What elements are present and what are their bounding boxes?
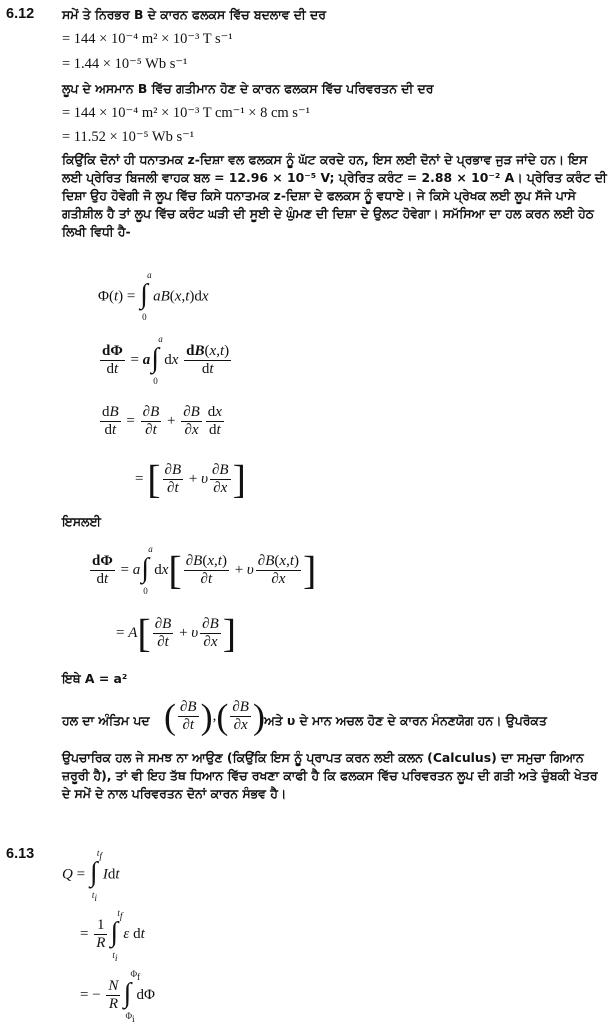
flux-rate-full-equation: $\frac{d\Phi}{dt}$ = a ∫ a 0 dx[ $\frac{\partial B(x,t)}{\partial t}$ + υ $\frac{\partial B(x,t)}{\partial x}$ ] xyxy=(92,543,317,596)
final-term-expression: ( $\frac{\partial B}{\partial t}$ ),( $\frac{\partial B}{\partial x}$ ) xyxy=(164,696,265,737)
final-term-label: ਹਲ ਦਾ ਅੰਤਿਮ ਪਦ xyxy=(62,713,150,728)
flux-derivative-equation: $\frac{d\Phi}{dt}$ = a ∫ a 0 dx $\frac{dB(x,t)}{dt}$ xyxy=(102,333,230,386)
partial-sum-equation: = [ $\frac{\partial B}{\partial t}$ + υ $\frac{\partial B}{\partial x}$ ] xyxy=(135,456,246,502)
charge-flux-equation: = − $\frac{N}{R}$ ∫ $\Phi_f$ $\Phi_i$ dΦ xyxy=(80,968,155,1025)
flux-integral-equation: Φ(t) = ∫ a 0 aB(x,t)dx xyxy=(98,270,209,322)
flux-rate-final-equation: = A[ $\frac{\partial B}{\partial t}$ + υ $\frac{\partial B}{\partial x}$ ] xyxy=(116,610,237,656)
equation-line-4: = 11.52 × 10⁻⁵ Wb s⁻¹ xyxy=(62,129,195,145)
equation-line-3: = 144 × 10⁻⁴ m² × 10⁻³ T cm⁻¹ × 8 cm s⁻¹ xyxy=(62,105,310,121)
therefore-label: ਇਸਲਈ xyxy=(62,514,101,529)
total-derivative-equation: $\frac{dB}{dt}$ = $\frac{\partial B}{\partial t}$ + $\frac{\partial B}{\partial x}$ $\frac{dx}{dt}$ xyxy=(102,404,222,438)
charge-emf-equation: = $\frac{1}{R}$ ∫ $t_f$ $t_i$ ε dt xyxy=(80,907,145,964)
equation-line-1: = 144 × 10⁻⁴ m² × 10⁻³ T s⁻¹ xyxy=(62,31,233,47)
conclusion-paragraph: ਉਪਚਾਰਿਕ ਹਲ ਜੇ ਸਮਝ ਨਾ ਆਉਣ (ਕਿਉਂਕਿ ਇਸ ਨੂੰ ਪ੍ਰਾਪਤ ਕਰਨ ਲਈ ਕਲਨ (Calculus) ਦਾ ਸਮੁਚਾ ਗਿਆਨ ਜ਼ਰੂਰੀ ਹੈ), ਤਾਂ ਵੀ ਇਹ ਤੱਥ ਧਿਆਨ ਵਿੱਚ ਰਖਣਾ ਕਾਫੀ ਹੈ ਕਿ ਫਲਕਸ ਵਿੱਚ ਪਰਿਵਰਤਨ ਲੂਪ ਦੀ ਗਤੀ ਅਤੇ ਚੁੰਬਕੀ ਖੇਤਰ ਦੇ ਸਮੇਂ ਦੇ ਨਾਲ ਪਰਿਵਰਤਨ ਦੋਨਾਂ ਕਾਰਨ ਸੰਭਵ ਹੈ। xyxy=(62,750,598,801)
final-term-explanation: ਅਤੇ υ ਦੇ ਮਾਨ ਅਚਲ ਹੋਣ ਦੇ ਕਾਰਨ ਮੰਨਣਯੋਗ ਹਨ। ਉਪਰੋਕਤ xyxy=(264,713,547,728)
explanation-paragraph: ਕਿਉਂਕਿ ਦੋਨਾਂ ਹੀ ਧਨਾਤਮਕ z-ਦਿਸ਼ਾ ਵਲ ਫਲਕਸ ਨੂੰ ਘੱਟ ਕਰਦੇ ਹਨ, ਇਸ ਲਈ ਦੋਨਾਂ ਦੇ ਪ੍ਰਭਾਵ ਜੁੜ ਜਾਂਦੇ ਹਨ। ਇਸ ਲਈ ਪ੍ਰੇਰਿਤ ਬਿਜਲੀ ਵਾਹਕ ਬਲ = 12.96 × 10⁻⁵ V; ਪ੍ਰੇਰਿਤ ਕਰੰਟ = 2.88 × 10⁻² A। ਪ੍ਰੇਰਿਤ ਕਰੰਟ ਦੀ ਦਿਸ਼ਾ ਉਹ ਹੋਵੇਗੀ ਜੋ ਲੂਪ ਵਿੱਚ ਕਿਸੇ ਧਨਾਤਮਕ z-ਦਿਸ਼ਾ ਦੇ ਫਲਕਸ ਨੂੰ ਵਧਾਏ। ਜੇ ਕਿਸੇ ਪ੍ਰੇਖਕ ਲਈ ਲੂਪ ਸੱਜੇ ਪਾਸੇ ਗਤੀਸ਼ੀਲ ਹੈ ਤਾਂ ਲੂਪ ਵਿੱਚ ਕਰੰਟ ਘੜੀ ਦੀ ਸੂਈ ਦੇ ਘੁੰਮਣ ਦੀ ਦਿਸ਼ਾ ਦੇ ਉਲਟ ਹੋਵੇਗਾ। ਸਮੱਸਿਆ ਦਾ ਹਲ ਕਰਨ ਲਈ ਹੇਠ ਲਿਖੀ ਵਿਧੀ ਹੈ- xyxy=(62,152,607,239)
where-area-definition: ਇਥੇ A = a² xyxy=(62,671,128,686)
question-number-6-13: 6.13 xyxy=(6,846,35,862)
rate-change-heading-1: ਸਮੇਂ ਤੇ ਨਿਰਭਰ B ਦੇ ਕਾਰਨ ਫਲਕਸ ਵਿੱਚ ਬਦਲਾਵ ਦੀ ਦਰ xyxy=(62,7,326,22)
question-number-6-12: 6.12 xyxy=(6,6,35,22)
charge-integral-equation: Q = ∫ $t_f$ $t_i$ Idt xyxy=(62,848,120,904)
rate-change-heading-2: ਲੂਪ ਦੇ ਅਸਮਾਨ B ਵਿੱਚ ਗਤੀਮਾਨ ਹੋਣ ਦੇ ਕਾਰਨ ਫਲਕਸ ਵਿੱਚ ਪਰਿਵਰਤਨ ਦੀ ਦਰ xyxy=(62,81,434,96)
equation-line-2: = 1.44 × 10⁻⁵ Wb s⁻¹ xyxy=(62,56,188,72)
